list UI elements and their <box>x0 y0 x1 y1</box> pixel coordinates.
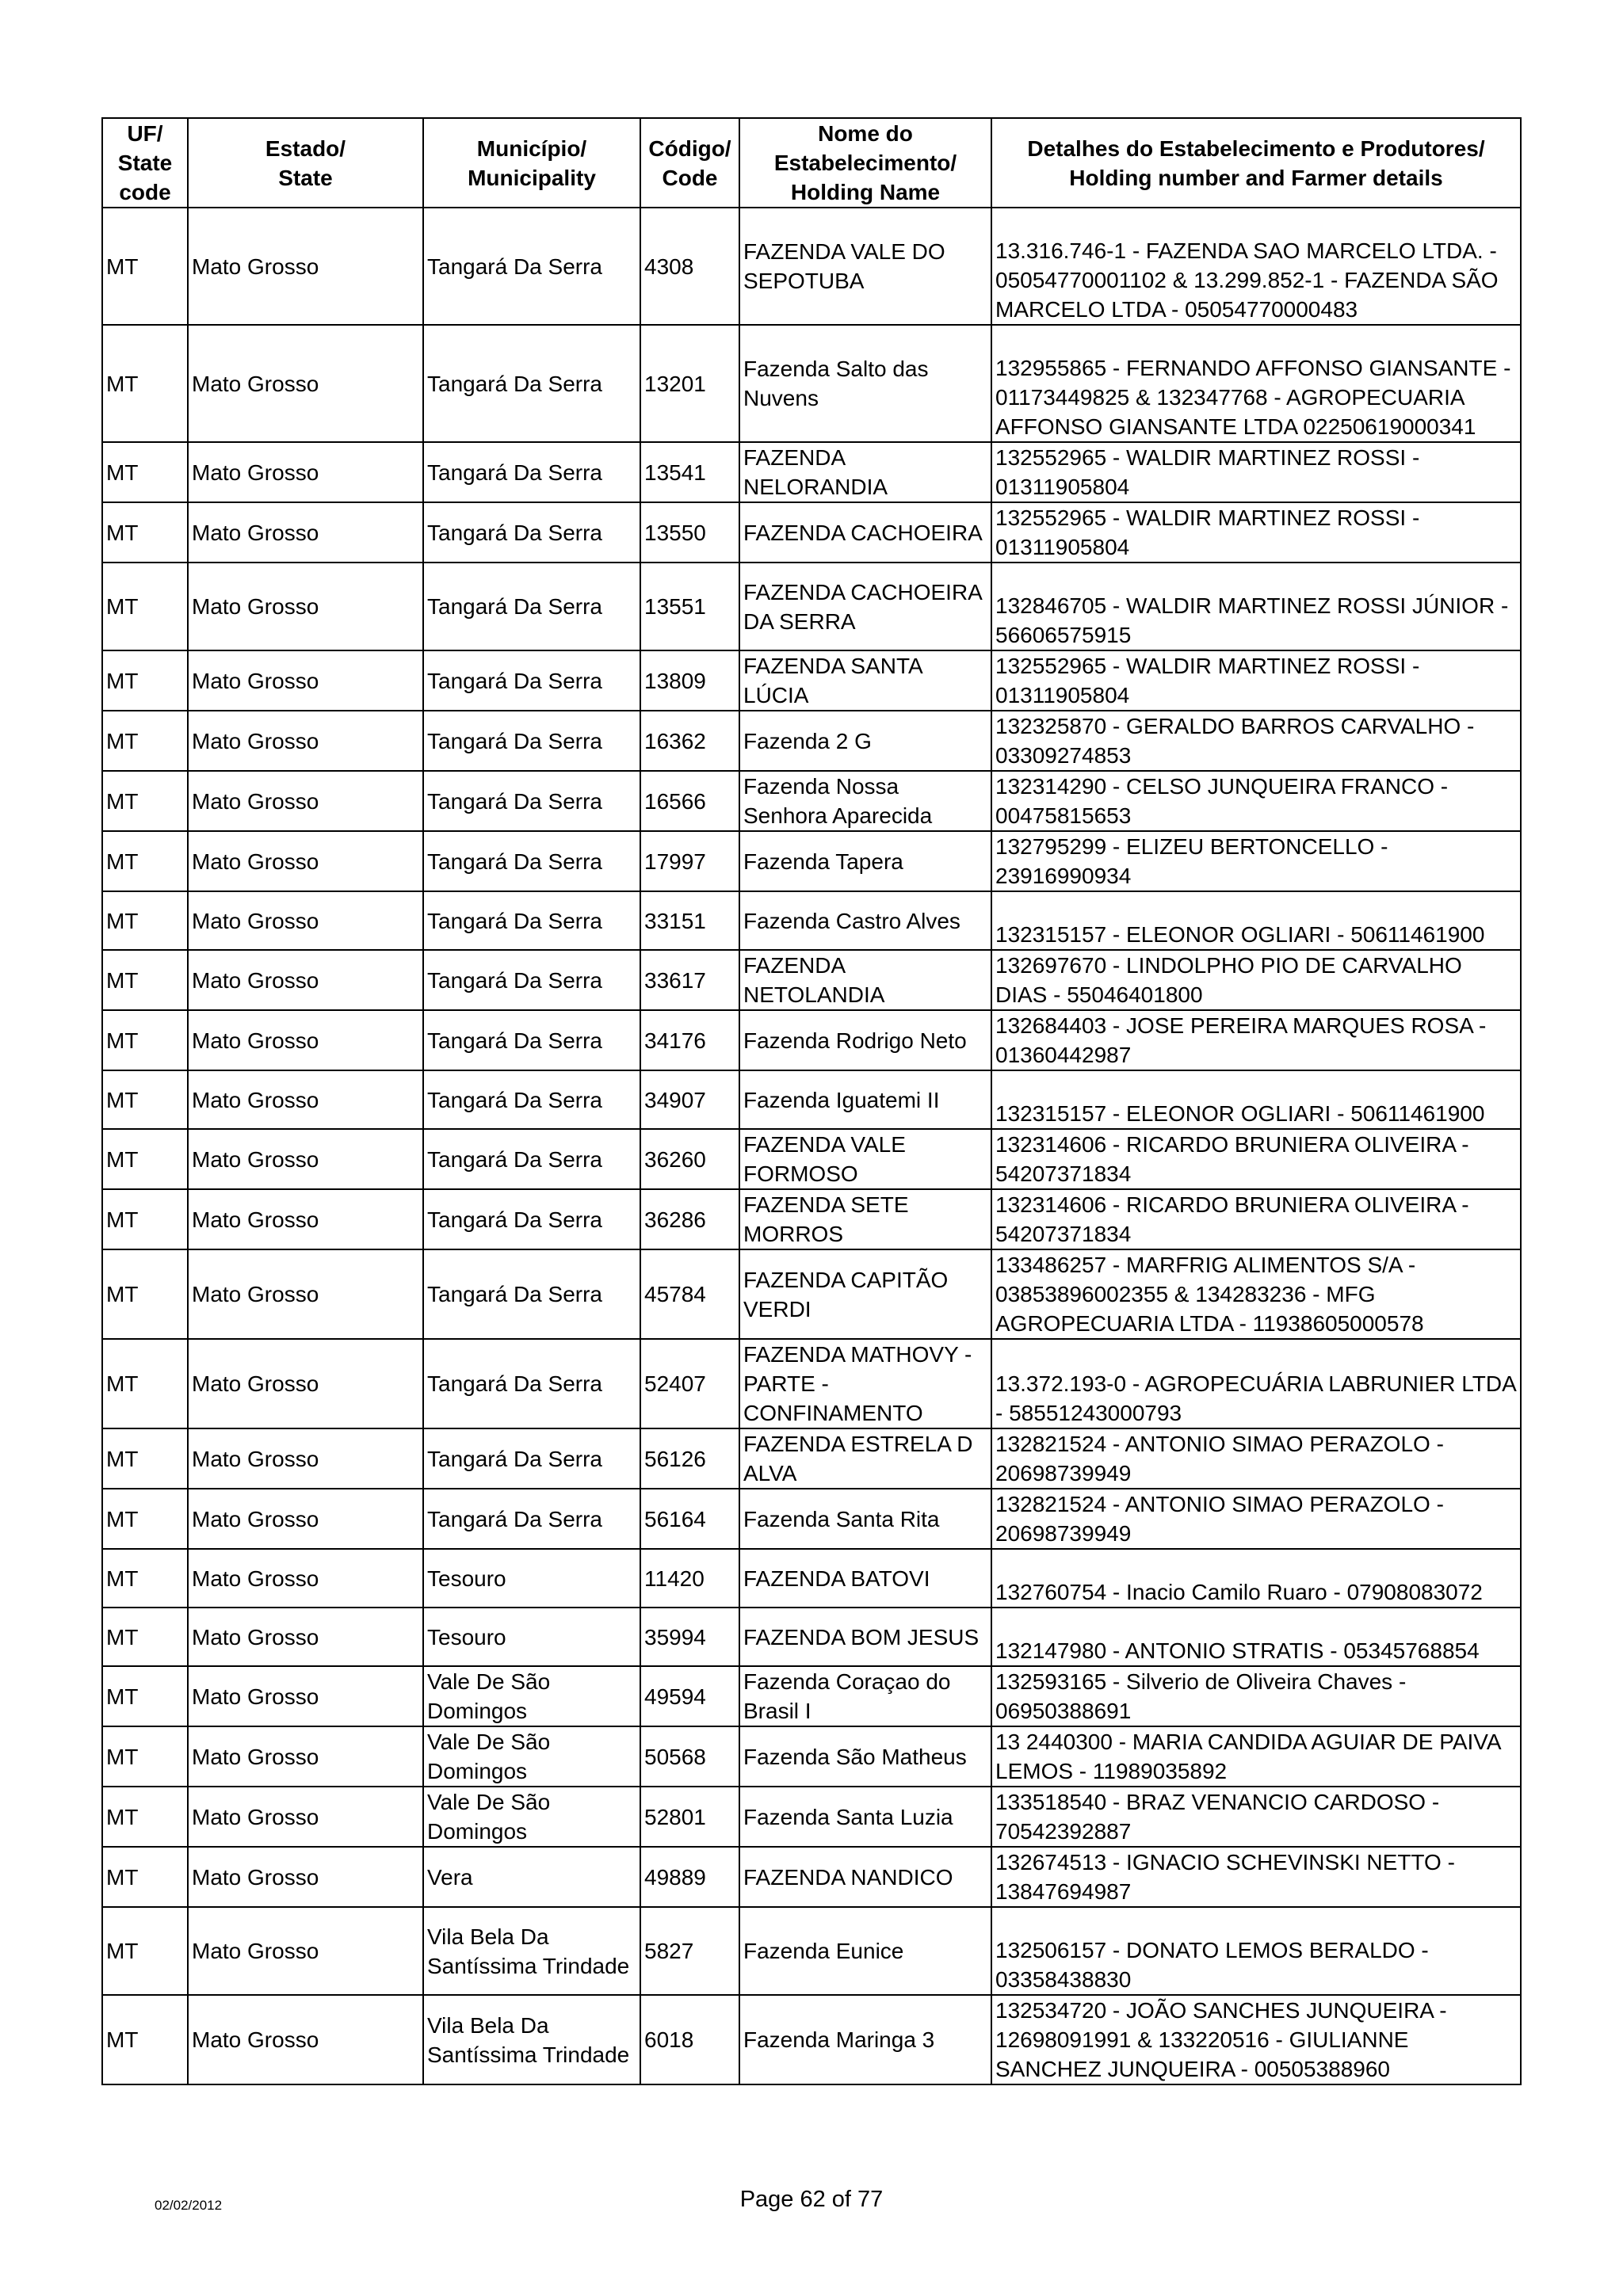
table-row <box>102 1995 1521 2084</box>
cell-state: Mato Grosso <box>188 1129 423 1189</box>
cell-state: Mato Grosso <box>188 502 423 563</box>
cell-state: Mato Grosso <box>188 1339 423 1428</box>
cell-holding-name: Fazenda Eunice <box>739 1907 991 1995</box>
cell-code: 33617 <box>640 950 739 1010</box>
cell-holding-details: 132506157 - DONATO LEMOS BERALDO - 03358438830 <box>991 1907 1521 1995</box>
table-row <box>102 771 1521 831</box>
cell-state: Mato Grosso <box>188 208 423 325</box>
cell-state: Mato Grosso <box>188 1907 423 1995</box>
cell-code: 45784 <box>640 1249 739 1339</box>
cell-state: Mato Grosso <box>188 1010 423 1070</box>
cell-code: 13809 <box>640 650 739 711</box>
cell-state: Mato Grosso <box>188 1489 423 1549</box>
cell-state: Mato Grosso <box>188 1070 423 1129</box>
cell-holding-name: FAZENDA CACHOEIRA <box>739 502 991 563</box>
cell-state: Mato Grosso <box>188 1666 423 1726</box>
cell-holding-details: 132593165 - Silverio de Oliveira Chaves - 06950388691 <box>991 1666 1521 1726</box>
cell-uf-code: MT <box>102 442 188 502</box>
cell-holding-details: 132760754 - Inacio Camilo Ruaro - 07908083072 <box>991 1549 1521 1608</box>
cell-municipality: Tangará Da Serra <box>423 1489 640 1549</box>
cell-uf-code: MT <box>102 1787 188 1847</box>
table-row <box>102 1489 1521 1549</box>
cell-code: 52801 <box>640 1787 739 1847</box>
cell-holding-details: 132955865 - FERNANDO AFFONSO GIANSANTE - 01173449825 & 132347768 - AGROPECUARIA AFFONSO GIANSANTE LTDA 02250619000341 <box>991 325 1521 442</box>
cell-holding-name: Fazenda Salto das Nuvens <box>739 325 991 442</box>
cell-municipality: Tesouro <box>423 1549 640 1608</box>
cell-holding-name: FAZENDA ESTRELA D ALVA <box>739 1428 991 1489</box>
cell-state: Mato Grosso <box>188 891 423 950</box>
cell-uf-code: MT <box>102 1608 188 1666</box>
cell-holding-name: FAZENDA VALE DO SEPOTUBA <box>739 208 991 325</box>
cell-holding-details: 132674513 - IGNACIO SCHEVINSKI NETTO - 13847694987 <box>991 1847 1521 1907</box>
cell-municipality: Vila Bela Da Santíssima Trindade <box>423 1995 640 2084</box>
cell-holding-details: 132821524 - ANTONIO SIMAO PERAZOLO - 20698739949 <box>991 1428 1521 1489</box>
cell-state: Mato Grosso <box>188 1726 423 1787</box>
table-row <box>102 1666 1521 1726</box>
cell-uf-code: MT <box>102 1070 188 1129</box>
cell-code: 49594 <box>640 1666 739 1726</box>
cell-municipality: Tangará Da Serra <box>423 1249 640 1339</box>
cell-municipality: Tangará Da Serra <box>423 891 640 950</box>
cell-municipality: Tangará Da Serra <box>423 1010 640 1070</box>
cell-municipality: Tangará Da Serra <box>423 1129 640 1189</box>
table-row <box>102 1070 1521 1129</box>
cell-holding-details: 132552965 - WALDIR MARTINEZ ROSSI - 01311905804 <box>991 442 1521 502</box>
header-municipality: Município/ Municipality <box>423 118 640 208</box>
cell-uf-code: MT <box>102 1549 188 1608</box>
cell-holding-name: Fazenda Santa Rita <box>739 1489 991 1549</box>
holdings-table <box>101 117 1522 2085</box>
cell-code: 52407 <box>640 1339 739 1428</box>
cell-uf-code: MT <box>102 1010 188 1070</box>
cell-holding-name: FAZENDA NELORANDIA <box>739 442 991 502</box>
cell-code: 11420 <box>640 1549 739 1608</box>
cell-uf-code: MT <box>102 1666 188 1726</box>
cell-code: 36260 <box>640 1129 739 1189</box>
cell-state: Mato Grosso <box>188 442 423 502</box>
table-row <box>102 1189 1521 1249</box>
cell-holding-details: 13.316.746-1 - FAZENDA SAO MARCELO LTDA. - 05054770001102 & 13.299.852-1 - FAZENDA SÃO MARCELO LTDA - 05054770000483 <box>991 208 1521 325</box>
cell-holding-details: 13.372.193-0 - AGROPECUÁRIA LABRUNIER LTDA - 58551243000793 <box>991 1339 1521 1428</box>
table-row <box>102 950 1521 1010</box>
cell-holding-name: Fazenda Coraçao do Brasil I <box>739 1666 991 1726</box>
cell-code: 5827 <box>640 1907 739 1995</box>
table-body <box>102 208 1521 2084</box>
cell-state: Mato Grosso <box>188 1428 423 1489</box>
cell-code: 13551 <box>640 563 739 650</box>
cell-code: 17997 <box>640 831 739 891</box>
cell-municipality: Vale De São Domingos <box>423 1666 640 1726</box>
table-row <box>102 325 1521 442</box>
cell-municipality: Tangará Da Serra <box>423 442 640 502</box>
table-row <box>102 1787 1521 1847</box>
cell-state: Mato Grosso <box>188 1608 423 1666</box>
table-row <box>102 1428 1521 1489</box>
cell-municipality: Tangará Da Serra <box>423 1070 640 1129</box>
cell-holding-details: 132534720 - JOÃO SANCHES JUNQUEIRA - 12698091991 & 133220516 - GIULIANNE SANCHEZ JUNQUEIRA - 00505388960 <box>991 1995 1521 2084</box>
cell-code: 34176 <box>640 1010 739 1070</box>
table-row <box>102 563 1521 650</box>
header-code: Código/ Code <box>640 118 739 208</box>
cell-holding-details: 132697670 - LINDOLPHO PIO DE CARVALHO DIAS - 55046401800 <box>991 950 1521 1010</box>
cell-uf-code: MT <box>102 1189 188 1249</box>
cell-state: Mato Grosso <box>188 950 423 1010</box>
cell-municipality: Vera <box>423 1847 640 1907</box>
cell-holding-details: 132147980 - ANTONIO STRATIS - 05345768854 <box>991 1608 1521 1666</box>
cell-uf-code: MT <box>102 563 188 650</box>
cell-state: Mato Grosso <box>188 1787 423 1847</box>
cell-municipality: Tangará Da Serra <box>423 1339 640 1428</box>
table-row <box>102 891 1521 950</box>
table-header <box>102 118 1521 208</box>
cell-holding-details: 132552965 - WALDIR MARTINEZ ROSSI - 01311905804 <box>991 502 1521 563</box>
cell-state: Mato Grosso <box>188 771 423 831</box>
header-holding-details: Detalhes do Estabelecimento e Produtores/ Holding number and Farmer details <box>991 118 1521 208</box>
cell-uf-code: MT <box>102 1907 188 1995</box>
cell-uf-code: MT <box>102 1726 188 1787</box>
cell-state: Mato Grosso <box>188 325 423 442</box>
header-uf-code: UF/ State code <box>102 118 188 208</box>
cell-municipality: Vale De São Domingos <box>423 1787 640 1847</box>
cell-holding-name: Fazenda Iguatemi II <box>739 1070 991 1129</box>
table-row <box>102 1726 1521 1787</box>
cell-holding-details: 132314606 - RICARDO BRUNIERA OLIVEIRA - 54207371834 <box>991 1189 1521 1249</box>
cell-holding-name: FAZENDA NETOLANDIA <box>739 950 991 1010</box>
cell-code: 56164 <box>640 1489 739 1549</box>
cell-holding-name: FAZENDA NANDICO <box>739 1847 991 1907</box>
cell-uf-code: MT <box>102 1995 188 2084</box>
cell-uf-code: MT <box>102 502 188 563</box>
cell-municipality: Tangará Da Serra <box>423 208 640 325</box>
cell-uf-code: MT <box>102 1129 188 1189</box>
table-row <box>102 831 1521 891</box>
cell-holding-details: 132315157 - ELEONOR OGLIARI - 50611461900 <box>991 1070 1521 1129</box>
cell-holding-details: 132821524 - ANTONIO SIMAO PERAZOLO - 20698739949 <box>991 1489 1521 1549</box>
cell-holding-name: Fazenda Maringa 3 <box>739 1995 991 2084</box>
cell-code: 4308 <box>640 208 739 325</box>
cell-municipality: Tangará Da Serra <box>423 711 640 771</box>
cell-holding-details: 132314290 - CELSO JUNQUEIRA FRANCO - 00475815653 <box>991 771 1521 831</box>
table-row <box>102 1549 1521 1608</box>
table-row <box>102 711 1521 771</box>
cell-municipality: Tangará Da Serra <box>423 650 640 711</box>
cell-uf-code: MT <box>102 325 188 442</box>
cell-code: 35994 <box>640 1608 739 1666</box>
cell-code: 36286 <box>640 1189 739 1249</box>
header-state: Estado/ State <box>188 118 423 208</box>
cell-uf-code: MT <box>102 1847 188 1907</box>
cell-code: 16566 <box>640 771 739 831</box>
cell-holding-details: 132795299 - ELIZEU BERTONCELLO - 23916990934 <box>991 831 1521 891</box>
table-row <box>102 1129 1521 1189</box>
table-row <box>102 1010 1521 1070</box>
cell-municipality: Vila Bela Da Santíssima Trindade <box>423 1907 640 1995</box>
cell-holding-name: FAZENDA MATHOVY - PARTE - CONFINAMENTO <box>739 1339 991 1428</box>
cell-holding-name: Fazenda Santa Luzia <box>739 1787 991 1847</box>
header-row <box>102 118 1521 208</box>
table-row <box>102 1847 1521 1907</box>
cell-uf-code: MT <box>102 1339 188 1428</box>
cell-state: Mato Grosso <box>188 1189 423 1249</box>
cell-state: Mato Grosso <box>188 1249 423 1339</box>
cell-holding-name: FAZENDA VALE FORMOSO <box>739 1129 991 1189</box>
cell-uf-code: MT <box>102 950 188 1010</box>
cell-uf-code: MT <box>102 1428 188 1489</box>
cell-holding-details: 132325870 - GERALDO BARROS CARVALHO - 03309274853 <box>991 711 1521 771</box>
cell-holding-name: FAZENDA BATOVI <box>739 1549 991 1608</box>
cell-holding-name: Fazenda Tapera <box>739 831 991 891</box>
cell-municipality: Tangará Da Serra <box>423 1189 640 1249</box>
cell-code: 56126 <box>640 1428 739 1489</box>
table-row <box>102 208 1521 325</box>
cell-municipality: Vale De São Domingos <box>423 1726 640 1787</box>
cell-holding-name: FAZENDA CACHOEIRA DA SERRA <box>739 563 991 650</box>
table-row <box>102 1608 1521 1666</box>
cell-holding-details: 132552965 - WALDIR MARTINEZ ROSSI - 01311905804 <box>991 650 1521 711</box>
cell-holding-details: 132315157 - ELEONOR OGLIARI - 50611461900 <box>991 891 1521 950</box>
cell-uf-code: MT <box>102 831 188 891</box>
cell-municipality: Tangará Da Serra <box>423 950 640 1010</box>
cell-municipality: Tesouro <box>423 1608 640 1666</box>
cell-municipality: Tangará Da Serra <box>423 502 640 563</box>
table-row <box>102 502 1521 563</box>
cell-state: Mato Grosso <box>188 1549 423 1608</box>
cell-code: 13201 <box>640 325 739 442</box>
cell-holding-details: 132684403 - JOSE PEREIRA MARQUES ROSA - 01360442987 <box>991 1010 1521 1070</box>
cell-holding-details: 133486257 - MARFRIG ALIMENTOS S/A - 03853896002355 & 134283236 - MFG AGROPECUARIA LTDA - 11938605000578 <box>991 1249 1521 1339</box>
cell-uf-code: MT <box>102 1249 188 1339</box>
cell-holding-name: FAZENDA CAPITÃO VERDI <box>739 1249 991 1339</box>
cell-municipality: Tangará Da Serra <box>423 325 640 442</box>
table-row <box>102 1907 1521 1995</box>
cell-holding-details: 132314606 - RICARDO BRUNIERA OLIVEIRA - 54207371834 <box>991 1129 1521 1189</box>
cell-state: Mato Grosso <box>188 831 423 891</box>
cell-holding-details: 13 2440300 - MARIA CANDIDA AGUIAR DE PAIVA LEMOS - 11989035892 <box>991 1726 1521 1787</box>
table-row <box>102 1339 1521 1428</box>
cell-holding-name: FAZENDA SANTA LÚCIA <box>739 650 991 711</box>
cell-state: Mato Grosso <box>188 563 423 650</box>
cell-code: 50568 <box>640 1726 739 1787</box>
cell-holding-details: 133518540 - BRAZ VENANCIO CARDOSO - 70542392887 <box>991 1787 1521 1847</box>
cell-holding-name: Fazenda São Matheus <box>739 1726 991 1787</box>
page-number: Page 62 of 77 <box>739 2187 884 2212</box>
cell-uf-code: MT <box>102 650 188 711</box>
cell-holding-name: FAZENDA SETE MORROS <box>739 1189 991 1249</box>
cell-municipality: Tangará Da Serra <box>423 1428 640 1489</box>
cell-state: Mato Grosso <box>188 1847 423 1907</box>
cell-holding-name: Fazenda 2 G <box>739 711 991 771</box>
cell-municipality: Tangará Da Serra <box>423 771 640 831</box>
cell-uf-code: MT <box>102 208 188 325</box>
cell-state: Mato Grosso <box>188 711 423 771</box>
cell-code: 6018 <box>640 1995 739 2084</box>
cell-code: 13541 <box>640 442 739 502</box>
cell-code: 49889 <box>640 1847 739 1907</box>
cell-municipality: Tangará Da Serra <box>423 831 640 891</box>
table-row <box>102 650 1521 711</box>
cell-uf-code: MT <box>102 1489 188 1549</box>
table-row <box>102 442 1521 502</box>
cell-code: 13550 <box>640 502 739 563</box>
cell-uf-code: MT <box>102 771 188 831</box>
cell-uf-code: MT <box>102 711 188 771</box>
cell-code: 33151 <box>640 891 739 950</box>
cell-state: Mato Grosso <box>188 1995 423 2084</box>
table-row <box>102 1249 1521 1339</box>
cell-holding-name: Fazenda Rodrigo Neto <box>739 1010 991 1070</box>
cell-state: Mato Grosso <box>188 650 423 711</box>
cell-holding-details: 132846705 - WALDIR MARTINEZ ROSSI JÚNIOR - 56606575915 <box>991 563 1521 650</box>
cell-holding-name: Fazenda Castro Alves <box>739 891 991 950</box>
cell-municipality: Tangará Da Serra <box>423 563 640 650</box>
cell-holding-name: FAZENDA BOM JESUS <box>739 1608 991 1666</box>
cell-code: 16362 <box>640 711 739 771</box>
header-holding-name: Nome do Estabelecimento/ Holding Name <box>739 118 991 208</box>
cell-holding-name: Fazenda Nossa Senhora Aparecida <box>739 771 991 831</box>
cell-code: 34907 <box>640 1070 739 1129</box>
cell-uf-code: MT <box>102 891 188 950</box>
footer-date: 02/02/2012 <box>155 2198 223 2213</box>
